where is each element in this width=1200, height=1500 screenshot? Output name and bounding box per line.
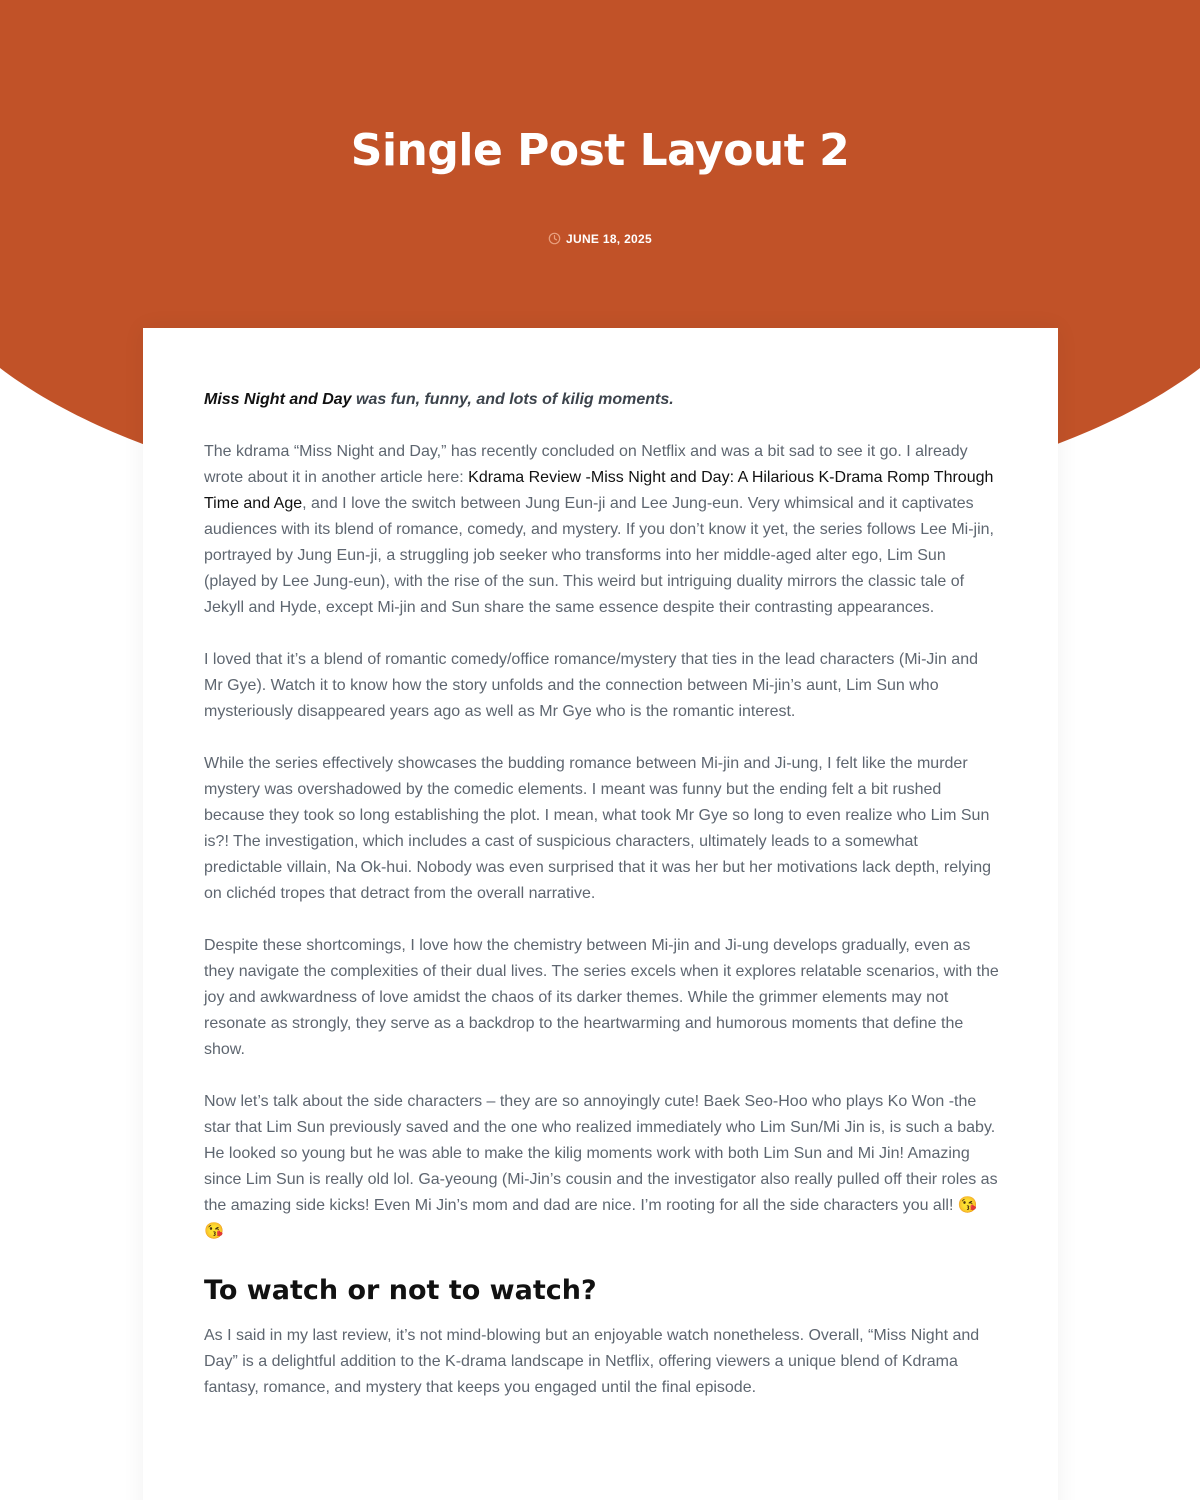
kiss-emoji-icon: 😘 <box>204 1223 224 1240</box>
clock-icon <box>548 232 561 250</box>
paragraph-verdict: As I said in my last review, it’s not mind-blowing but an enjoyable watch nonetheless. Overall, “Miss Night and Day” is a delightful addition to the K-drama landscape in Netflix, offering viewers a unique blend of Kdrama fantasy, romance, and mystery that keeps you engaged until the final episode. <box>204 1327 980 1396</box>
paragraph-chemistry: Despite these shortcomings, I love how the chemistry between Mi-jin and Ji-ung develops gradually, even as they navigate the complexities of their dual lives. The series excels when it explores relatable scenarios, with the joy and awkwardness of love amidst the chaos of its darker themes. While the grimmer elements may not resonate as strongly, they serve as a backdrop to the heartwarming and humorous moments that define the show. <box>204 937 999 1058</box>
paragraph-side-characters <box>204 1089 1000 1245</box>
paragraph-intro-text-2: , and I love the switch between Jung Eun-ji and Lee Jung-eun. Very whimsical and it captivates audiences with its blend of romance, comedy, and mystery. If you don’t know it yet, the series follows Lee Mi-jin, portrayed by Jung Eun-ji, a struggling job seeker who transforms into her middle-aged alter ego, Lim Sun (played by Lee Jung-eun), with the rise of the sun. This weird but intriguing duality mirrors the classic tale of Jekyll and Hyde, except Mi-jin and Sun share the same essence despite their contrasting appearances. <box>204 495 994 616</box>
paragraph-blend: I loved that it’s a blend of romantic comedy/office romance/mystery that ties in the lead characters (Mi-Jin and Mr Gye). Watch it to know how the story unfolds and the connection between Mi-jin’s aunt, Lim Sun who mysteriously disappeared years ago as well as Mr Gye who is the romantic interest. <box>204 651 978 720</box>
section-heading: To watch or not to watch? <box>204 1275 597 1306</box>
paragraph-intro-text-1: The kdrama “Miss Night and Day,” has recently concluded on Netflix and was a bit sad to see it go. I already wrote about it in another article here: <box>204 443 968 486</box>
post-date-text: JUNE 18, 2025 <box>566 232 652 246</box>
lead-show-name: Miss Night and Day <box>204 391 352 408</box>
post-date <box>0 230 1200 250</box>
post-card <box>143 328 1058 1500</box>
paragraph-intro <box>204 439 1000 621</box>
post-title: Single Post Layout 2 <box>350 125 850 176</box>
paragraph-mystery: While the series effectively showcases the budding romance between Mi-jin and Ji-ung, I felt like the murder mystery was overshadowed by the comedic elements. I meant was funny but the ending felt a bit rushed because they took so long establishing the plot. I mean, what took Mr Gye so long to even realize who Lim Sun is?! The investigation, which includes a cast of suspicious characters, ultimately leads to a somewhat predictable villain, Na Ok-hui. Nobody was even surprised that it was her but her motivations lack depth, relying on clichéd tropes that detract from the overall narrative. <box>204 755 992 902</box>
review-article-link[interactable]: Kdrama Review -Miss Night and Day: A Hilarious K-Drama Romp Through Time and Age <box>204 469 994 512</box>
kiss-emoji-icon: 😘 <box>957 1197 978 1214</box>
lead-text: was fun, funny, and lots of kilig moments. <box>351 391 674 408</box>
lead-paragraph <box>204 387 1000 413</box>
post-content <box>204 387 1000 1427</box>
paragraph-side-characters-text: Now let’s talk about the side characters – they are so annoyingly cute! Baek Seo-Hoo who plays Ko Won -the star that Lim Sun previously saved and the one who realized immediately who Lim Sun/Mi Jin is, is such a baby. He looked so young but he was able to make the kilig moments work with both Lim Sun and Mi Jin! Amazing since Lim Sun is really old lol. Ga-yeoung (Mi-Jin’s cousin and the investigator also really pulled off their roles as the amazing side kicks! Even Mi Jin’s mom and dad are nice. I’m rooting for all the side characters you all! <box>204 1093 998 1214</box>
